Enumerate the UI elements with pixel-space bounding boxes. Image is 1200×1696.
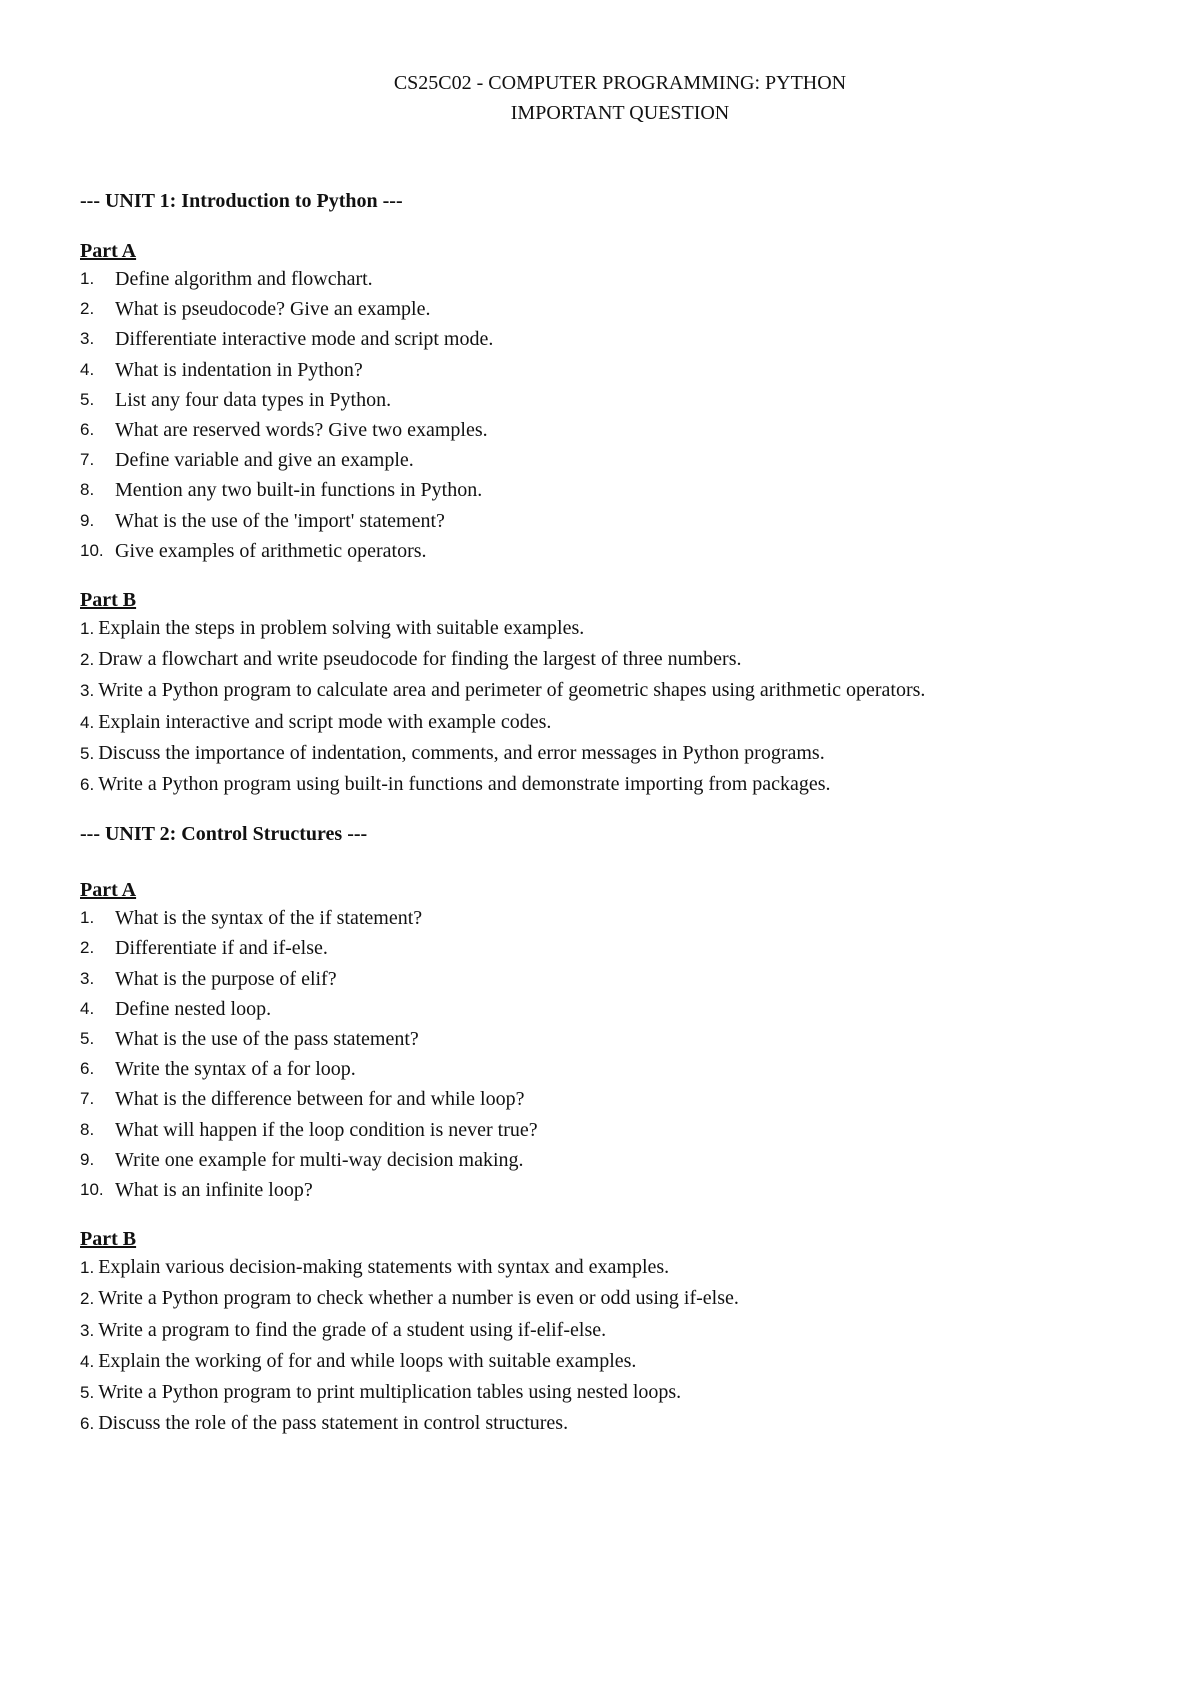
question-number: 5. [80,1383,95,1403]
question-text: Differentiate interactive mode and script mode. [115,328,494,351]
question-text: Explain interactive and script mode with example codes. [98,710,552,733]
question-item [80,1175,1120,1205]
question-item [80,294,1120,324]
question-text: Write a program to find the grade of a student using if-elif-else. [98,1318,607,1341]
question-text: Discuss the role of the pass statement in control structures. [98,1412,569,1435]
question-item [80,613,1120,644]
question-number: 3. [80,329,95,349]
question-text: What is the purpose of elif? [115,967,337,990]
question-item [80,1377,1120,1408]
question-item [80,1283,1120,1314]
question-number: 4. [80,712,95,732]
question-text: Give examples of arithmetic operators. [115,539,427,562]
question-item [80,707,1120,738]
question-text: Explain the working of for and while loops with suitable examples. [98,1349,637,1372]
question-text: What is the syntax of the if statement? [115,907,423,930]
question-text: Define variable and give an example. [115,449,414,472]
question-text: Draw a flowchart and write pseudocode for finding the largest of three numbers. [98,648,742,671]
question-number: 6. [80,1059,95,1079]
question-item [80,1408,1120,1439]
part-a-label: Part A [80,240,137,262]
part-b-question-list [80,1252,1120,1439]
question-text: Discuss the importance of indentation, comments, and error messages in Python programs. [98,741,825,764]
question-text: What are reserved words? Give two examples. [115,419,488,442]
question-item [80,994,1120,1024]
question-item [80,1315,1120,1346]
document-subtitle: IMPORTANT QUESTION [510,102,730,124]
question-text: Write a Python program to calculate area and perimeter of geometric shapes using arithmetic operators. [98,679,926,702]
question-text: What is the use of the 'import' statement? [115,509,445,532]
question-number: 10. [80,540,104,560]
question-item [80,506,1120,536]
question-text: Define algorithm and flowchart. [115,268,373,290]
question-item [80,933,1120,963]
question-item [80,536,1120,566]
question-text: What is the use of the pass statement? [115,1028,419,1051]
unit-heading: --- UNIT 2: Control Structures --- [80,823,368,846]
question-number: 5. [80,1029,95,1049]
question-item [80,964,1120,994]
question-number: 2. [80,650,95,670]
question-text: Write one example for multi-way decision making. [115,1148,524,1171]
question-number: 8. [80,1119,95,1139]
question-number: 2. [80,938,95,958]
question-number: 6. [80,775,95,795]
question-number: 4. [80,359,95,379]
question-number: 4. [80,1351,95,1371]
question-text: What will happen if the loop condition is never true? [115,1118,538,1141]
question-number: 9. [80,1149,95,1169]
question-item [80,1024,1120,1054]
question-number: 4. [80,998,95,1018]
question-number: 1. [80,269,95,288]
question-text: Differentiate if and if-else. [115,937,328,960]
question-item [80,1252,1120,1283]
document-title: CS25C02 - COMPUTER PROGRAMMING: PYTHON [393,72,847,94]
question-number: 2. [80,1289,95,1309]
question-item [80,324,1120,354]
question-text: Mention any two built-in functions in Python. [115,479,483,502]
question-number: 9. [80,510,95,530]
question-item [80,445,1120,475]
question-number: 3. [80,968,95,988]
unit-1-section [80,188,1120,800]
question-item [80,1084,1120,1114]
question-item [80,738,1120,769]
question-number: 1. [80,908,95,928]
question-text: Define nested loop. [115,997,272,1020]
question-text: List any four data types in Python. [115,388,392,411]
part-b-question-list [80,613,1120,800]
question-number: 2. [80,299,95,319]
question-number: 5. [80,743,95,763]
question-item [80,264,1120,294]
question-item [80,1115,1120,1145]
question-item [80,1346,1120,1377]
part-a-question-list [80,903,1120,1205]
question-item [80,415,1120,445]
part-a-label: Part A [80,879,137,902]
question-text: What is pseudocode? Give an example. [115,298,431,321]
part-b-label: Part B [80,589,137,612]
question-number: 6. [80,420,95,440]
question-text: What is indentation in Python? [115,358,363,381]
question-number: 6. [80,1414,95,1434]
part-a-question-list [80,264,1120,566]
question-item [80,475,1120,505]
question-number: 3. [80,681,95,701]
question-text: Write a Python program using built-in functions and demonstrate importing from packages. [98,773,831,796]
question-item [80,675,1120,706]
question-text: Explain various decision-making statements with syntax and examples. [98,1256,670,1279]
part-b-label: Part B [80,1228,137,1251]
question-item [80,1145,1120,1175]
question-item [80,903,1120,933]
unit-2-section [80,821,1120,1439]
question-number: 7. [80,1089,95,1109]
question-item [80,385,1120,415]
question-number: 3. [80,1320,95,1340]
question-text: Write a Python program to print multiplication tables using nested loops. [98,1381,682,1404]
unit-heading: --- UNIT 1: Introduction to Python --- [80,190,403,212]
question-number: 10. [80,1180,104,1200]
question-text: What is the difference between for and while loop? [115,1088,525,1111]
question-number: 1. [80,619,95,639]
question-number: 1. [80,1258,95,1278]
question-text: Explain the steps in problem solving with suitable examples. [98,617,585,640]
question-number: 7. [80,450,95,470]
question-item [80,769,1120,800]
question-text: Write the syntax of a for loop. [115,1058,356,1081]
question-number: 5. [80,389,95,409]
question-item [80,644,1120,675]
question-item [80,355,1120,385]
question-text: What is an infinite loop? [115,1179,313,1202]
question-number: 8. [80,480,95,500]
question-text: Write a Python program to check whether a number is even or odd using if-else. [98,1287,739,1310]
question-item [80,1054,1120,1084]
